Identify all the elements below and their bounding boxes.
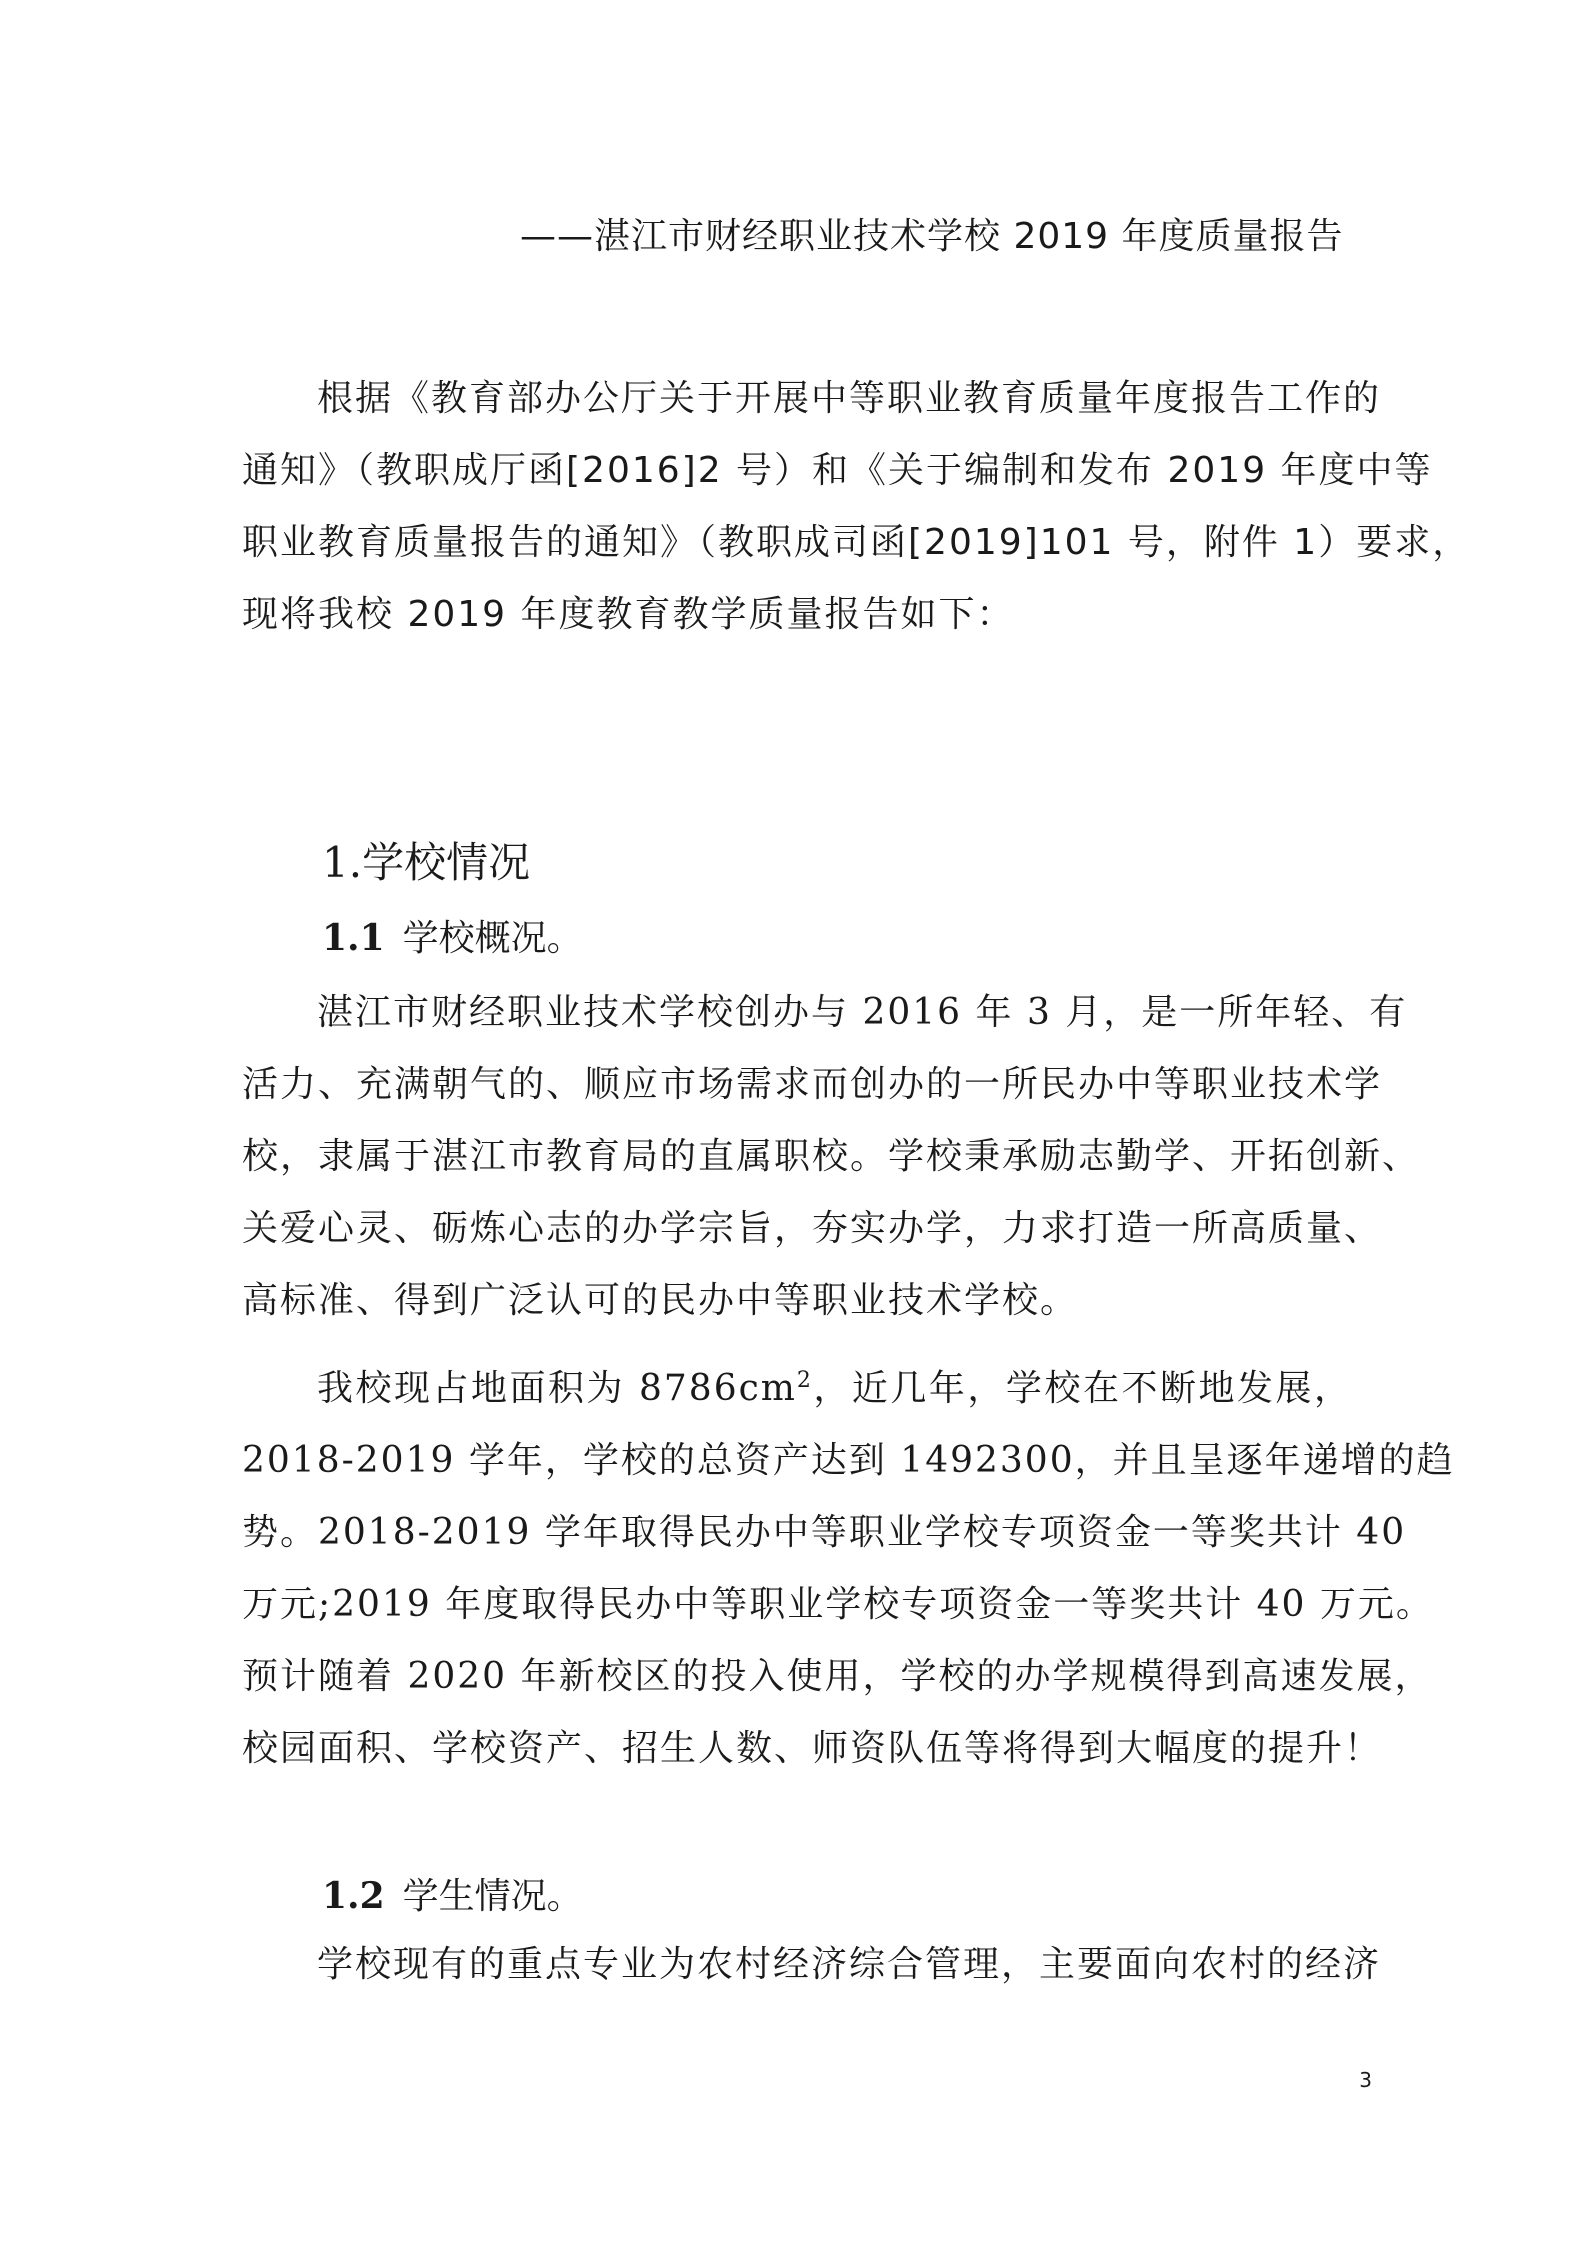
- school-assets-paragraph: [242, 1353, 1455, 1785]
- subsection-number: 1.1: [322, 917, 385, 959]
- subsection-title: 学生情况。: [402, 1876, 583, 1917]
- paragraph-line: [242, 1353, 1352, 1425]
- intro-line: 通知》（教职成厅函[2016]2 号）和《关于编制和发布 2019 年度中等: [242, 450, 1433, 491]
- student-situation-paragraph: [242, 1929, 1382, 2001]
- section-heading: 1.学校情况: [322, 838, 531, 887]
- paragraph-line: 2018-2019 学年，学校的总资产达到 1492300，并且呈逐年递增的趋: [242, 1440, 1455, 1481]
- area-text-after: ，近几年，学校在不断地发展，: [812, 1368, 1352, 1409]
- intro-line: 职业教育质量报告的通知》（教职成司函[2019]101 号，附件 1）要求，: [242, 522, 1471, 563]
- report-subtitle: ——湛江市财经职业技术学校 2019 年度质量报告: [520, 216, 1344, 257]
- paragraph-line: 高标准、得到广泛认可的民办中等职业技术学校。: [242, 1280, 1079, 1321]
- paragraph-line: 万元;2019 年度取得民办中等职业学校专项资金一等奖共计 40 万元。: [242, 1584, 1434, 1625]
- subsection-heading-1-2: [322, 1868, 583, 1919]
- intro-paragraph: [242, 363, 1471, 651]
- intro-line: 现将我校 2019 年度教育教学质量报告如下：: [242, 594, 1015, 635]
- paragraph-line: 势。2018-2019 学年取得民办中等职业学校专项资金一等奖共计 40: [242, 1512, 1407, 1553]
- subsection-heading-1-1: [322, 910, 583, 961]
- area-text: 我校现占地面积为 8786cm: [317, 1368, 797, 1409]
- page-number: 3: [1359, 2068, 1372, 2092]
- subsection-title: 学校概况。: [402, 918, 583, 959]
- area-superscript: 2: [796, 1368, 813, 1393]
- subsection-number: 1.2: [322, 1875, 385, 1917]
- school-overview-paragraph: [242, 977, 1421, 1337]
- paragraph-line: 校，隶属于湛江市教育局的直属职校。学校秉承励志勤学、开拓创新、: [242, 1136, 1421, 1177]
- paragraph-line: 关爱心灵、砺炼心志的办学宗旨，夯实办学，力求打造一所高质量、: [242, 1208, 1383, 1249]
- intro-line: 根据《教育部办公厅关于开展中等职业教育质量年度报告工作的: [317, 378, 1382, 419]
- paragraph-line: 预计随着 2020 年新校区的投入使用，学校的办学规模得到高速发展，: [242, 1656, 1433, 1697]
- paragraph-line: 活力、充满朝气的、顺应市场需求而创办的一所民办中等职业技术学: [242, 1064, 1383, 1105]
- paragraph-line: 湛江市财经职业技术学校创办与 2016 年 3 月，是一所年轻、有: [317, 992, 1408, 1033]
- paragraph-line: 学校现有的重点专业为农村经济综合管理，主要面向农村的经济: [317, 1944, 1382, 1985]
- paragraph-line: 校园面积、学校资产、招生人数、师资队伍等将得到大幅度的提升！: [242, 1728, 1383, 1769]
